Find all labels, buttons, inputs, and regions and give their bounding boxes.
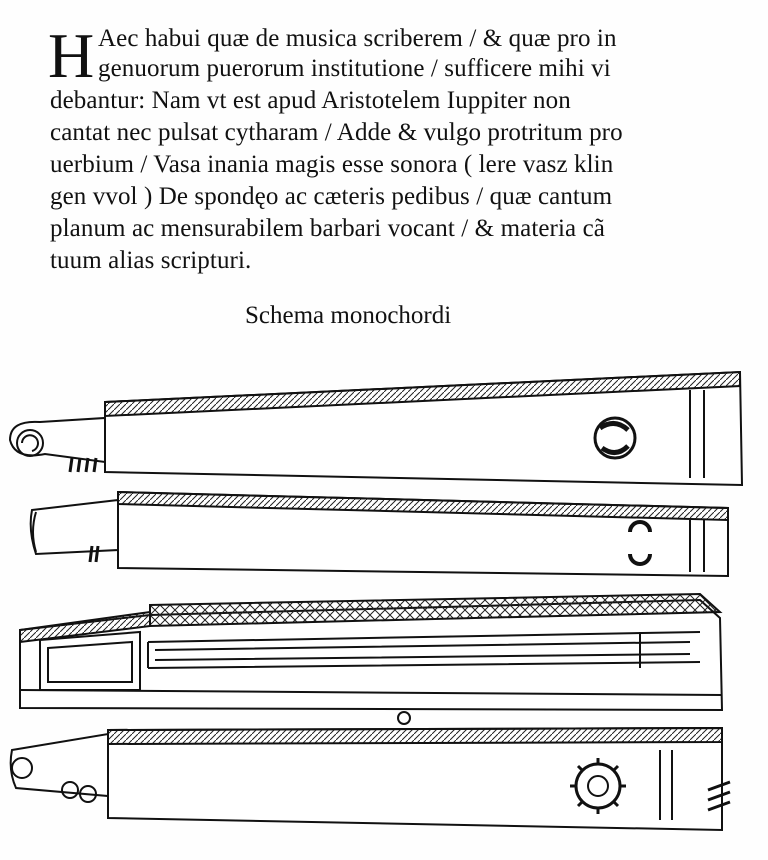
clasp-icon	[398, 712, 410, 724]
monochord-2	[31, 492, 728, 576]
text-line-6: gen vvol ) De spondęo ac cæteris pedibus / quæ cantum	[50, 183, 613, 210]
text-line-7: planum ac mensurabilem barbari vocant / & materia cã	[50, 215, 605, 242]
scroll-head-icon	[10, 418, 105, 462]
monochord-4	[11, 728, 730, 830]
drop-capital: H	[48, 20, 95, 91]
text-line-1: Aec habui quæ de musica scriberem / & quæ pro in	[98, 25, 617, 52]
figure-caption: Schema monochordi	[245, 302, 452, 329]
scroll-head-icon	[31, 500, 118, 554]
text-line-8: tuum alias scripturi.	[50, 247, 252, 274]
monochord-woodcut	[0, 350, 768, 850]
text-line-3: debantur: Nam vt est apud Aristotelem Iuppiter non	[50, 87, 571, 114]
text-line-5: uerbium / Vasa inania magis esse sonora ( lere vasz klin	[50, 151, 614, 178]
text-line-4: cantat nec pulsat cytharam / Adde & vulgo protritum pro	[50, 119, 623, 146]
scroll-head-icon	[11, 734, 108, 796]
monochord-1	[10, 372, 742, 485]
monochord-3	[20, 594, 722, 724]
text-line-2: genuorum puerorum institutione / sufficere mihi vi	[98, 55, 611, 82]
